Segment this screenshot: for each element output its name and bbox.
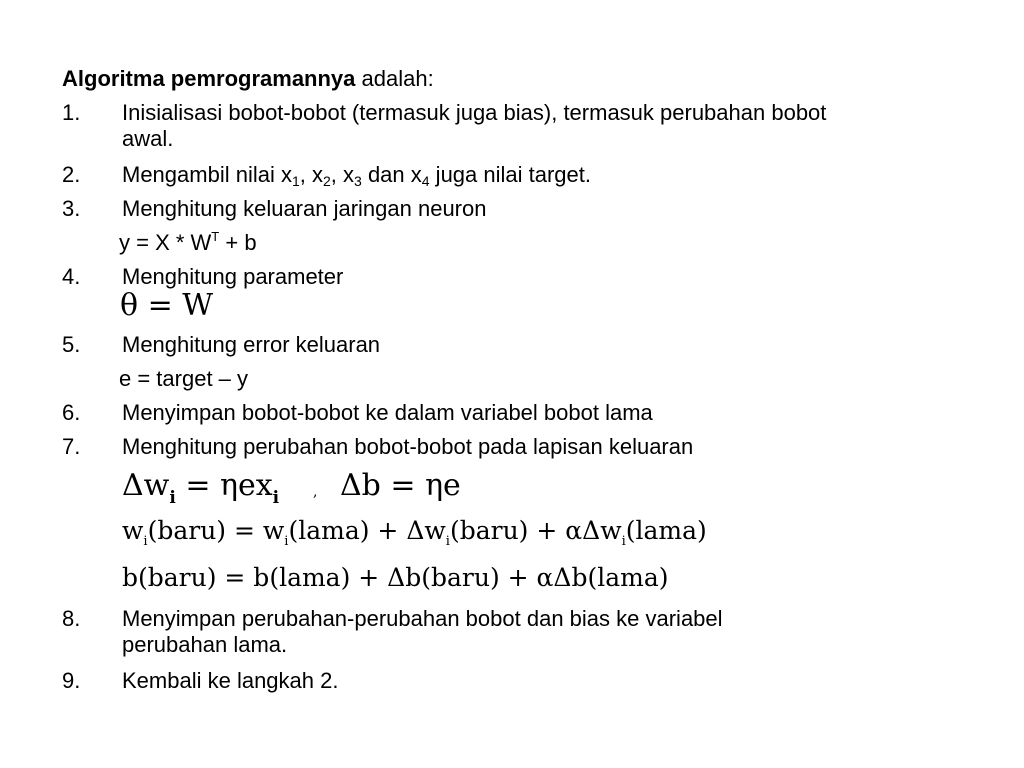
formula-y-sup: T bbox=[211, 229, 220, 244]
step-5-number: 5. bbox=[62, 332, 81, 357]
f1-sub: i bbox=[169, 488, 176, 508]
step-2-mid2: , x bbox=[330, 162, 355, 187]
step-8-text-line1: Menyimpan perubahan-perubahan bobot dan bias ke variabel bbox=[122, 606, 723, 631]
f1-a: Δw bbox=[122, 468, 170, 503]
sub-3: 3 bbox=[354, 173, 362, 189]
step-2-number: 2. bbox=[62, 162, 81, 187]
f1-b: = ηex bbox=[175, 468, 273, 503]
step-9-number: 9. bbox=[62, 668, 81, 693]
step-5-text: Menghitung error keluaran bbox=[122, 332, 381, 357]
step-7-text: Menghitung perubahan bobot-bobot pada lapisan keluaran bbox=[122, 434, 694, 459]
step-7-formula-delta-w bbox=[122, 468, 280, 508]
heading bbox=[62, 66, 434, 92]
f2-e: (lama) bbox=[625, 516, 707, 545]
heading-bold: Algoritma pemrogramannya bbox=[62, 66, 356, 91]
step-2-mid1: , x bbox=[299, 162, 323, 187]
step-3-number: 3. bbox=[62, 196, 81, 221]
step-2-mid3: dan x bbox=[361, 162, 422, 187]
step-4-number: 4. bbox=[62, 264, 81, 289]
step-8-text-line2: perubahan lama. bbox=[122, 632, 288, 657]
step-8-number: 8. bbox=[62, 606, 81, 631]
f2-s4: i bbox=[621, 534, 626, 549]
f2-c: (lama) + Δw bbox=[288, 516, 446, 545]
heading-rest: adalah: bbox=[355, 66, 434, 91]
f2-s2: i bbox=[284, 534, 289, 549]
f2-s1: i bbox=[143, 534, 148, 549]
step-7-formula-separator: , bbox=[313, 484, 318, 500]
step-1-text-line2: awal. bbox=[122, 126, 174, 151]
step-6-number: 6. bbox=[62, 400, 81, 425]
formula-y-pre: y = X * W bbox=[119, 230, 212, 255]
step-2-pre: Mengambil nilai x bbox=[122, 162, 292, 187]
step-2-text bbox=[122, 162, 591, 188]
step-4-formula-theta: θ = W bbox=[120, 288, 214, 323]
step-4-text: Menghitung parameter bbox=[122, 264, 344, 289]
f2-s3: i bbox=[445, 534, 450, 549]
sub-4: 4 bbox=[421, 173, 430, 189]
step-7-formula-b-update: b(baru) = b(lama) + Δb(baru) + αΔb(lama) bbox=[122, 563, 669, 592]
step-5-formula: e = target – y bbox=[119, 366, 249, 391]
sub-1: 1 bbox=[291, 173, 300, 189]
step-3-formula bbox=[119, 230, 257, 256]
f2-d: (baru) + αΔw bbox=[449, 516, 622, 545]
step-1-number: 1. bbox=[62, 100, 81, 125]
sub-2: 2 bbox=[323, 173, 331, 189]
step-9-text: Kembali ke langkah 2. bbox=[122, 668, 339, 693]
step-3-text: Menghitung keluaran jaringan neuron bbox=[122, 196, 487, 221]
step-7-number: 7. bbox=[62, 434, 81, 459]
formula-y-post: + b bbox=[219, 230, 257, 255]
step-7-formula-w-update bbox=[122, 516, 707, 549]
f2-b: (baru) = w bbox=[147, 516, 285, 545]
step-7-formula-delta-b: Δb = ηe bbox=[340, 468, 461, 503]
step-1-text-line1: Inisialisasi bobot-bobot (termasuk juga bias), termasuk perubahan bobot bbox=[122, 100, 827, 125]
step-2-post: juga nilai target. bbox=[429, 162, 591, 187]
step-6-text: Menyimpan bobot-bobot ke dalam variabel bobot lama bbox=[122, 400, 653, 425]
f2-a: w bbox=[122, 516, 144, 545]
f1-sub2: i bbox=[272, 488, 280, 508]
